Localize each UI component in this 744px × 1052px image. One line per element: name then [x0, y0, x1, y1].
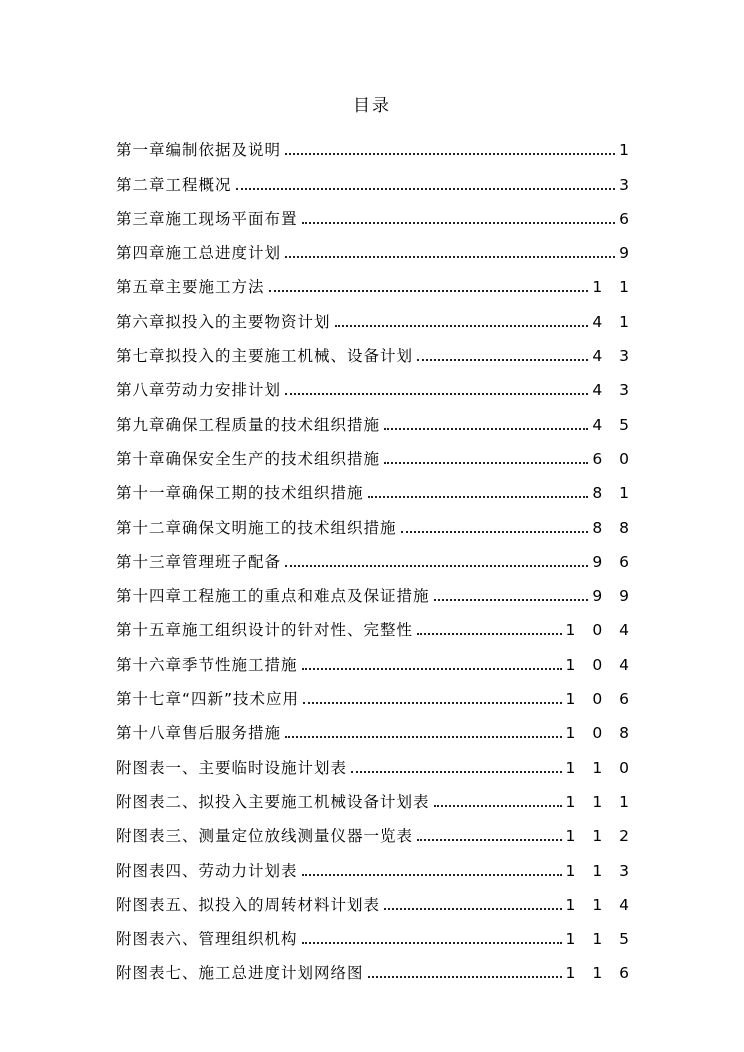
dot-leader — [303, 702, 561, 704]
toc-entry[interactable] — [116, 334, 635, 368]
toc-entry-label: 第三章施工现场平面布置 — [116, 209, 298, 228]
toc-entry-label: 第十六章季节性施工措施 — [116, 655, 298, 674]
dot-leader — [434, 599, 589, 601]
toc-entry-page: 1 0 8 — [565, 724, 635, 743]
toc-entry[interactable] — [116, 128, 635, 162]
toc-entry-page: 1 1 — [592, 278, 635, 297]
table-of-contents — [116, 128, 635, 985]
toc-entry-page: 1 0 6 — [565, 690, 635, 709]
toc-entry-page: 9 9 — [592, 587, 635, 606]
toc-entry[interactable] — [116, 402, 635, 436]
toc-entry-page: 4 5 — [592, 415, 635, 434]
toc-entry-label: 附图表四、劳动力计划表 — [116, 861, 298, 880]
toc-entry[interactable] — [116, 265, 635, 299]
toc-entry[interactable] — [116, 505, 635, 539]
dot-leader — [384, 908, 562, 910]
dot-leader — [368, 496, 589, 498]
toc-entry-label: 第二章工程概况 — [116, 175, 232, 194]
toc-entry-label: 第七章拟投入的主要施工机械、设备计划 — [116, 347, 414, 366]
toc-entry[interactable] — [116, 745, 635, 779]
toc-entry[interactable] — [116, 471, 635, 505]
dot-leader — [417, 839, 562, 841]
dot-leader — [434, 805, 562, 807]
toc-entry[interactable] — [116, 711, 635, 745]
toc-entry[interactable] — [116, 848, 635, 882]
dot-leader — [285, 393, 588, 395]
toc-entry-page: 1 1 3 — [565, 861, 635, 880]
toc-entry-page: 1 1 0 — [565, 758, 635, 777]
toc-entry[interactable] — [116, 540, 635, 574]
toc-entry-page: 1 0 4 — [565, 621, 635, 640]
dot-leader — [285, 736, 562, 738]
dot-leader — [368, 976, 562, 978]
toc-entry[interactable] — [116, 574, 635, 608]
toc-entry[interactable] — [116, 437, 635, 471]
toc-entry-label: 第八章劳动力安排计划 — [116, 381, 282, 400]
toc-entry[interactable] — [116, 951, 635, 985]
dot-leader — [285, 256, 615, 258]
toc-entry-label: 第十四章工程施工的重点和难点及保证措施 — [116, 587, 430, 606]
dot-leader — [335, 325, 589, 327]
toc-entry[interactable] — [116, 677, 635, 711]
toc-entry[interactable] — [116, 642, 635, 676]
toc-entry[interactable] — [116, 883, 635, 917]
toc-entry-label: 第十一章确保工期的技术组织措施 — [116, 484, 364, 503]
dot-leader — [401, 531, 589, 533]
dot-leader — [302, 942, 562, 944]
dot-leader — [302, 668, 562, 670]
dot-leader — [417, 633, 562, 635]
toc-entry-label: 附图表五、拟投入的周转材料计划表 — [116, 895, 381, 914]
toc-entry-label: 第十八章售后服务措施 — [116, 724, 282, 743]
toc-entry[interactable] — [116, 162, 635, 196]
dot-leader — [417, 359, 588, 361]
toc-entry[interactable] — [116, 299, 635, 333]
toc-entry-page: 1 1 1 — [565, 792, 635, 811]
dot-leader — [384, 462, 588, 464]
toc-entry-page: 9 6 — [592, 552, 635, 571]
toc-entry[interactable] — [116, 231, 635, 265]
toc-entry-label: 附图表六、管理组织机构 — [116, 930, 298, 949]
dot-leader — [384, 428, 588, 430]
toc-entry-page: 6 0 — [592, 449, 635, 468]
toc-entry-label: 附图表二、拟投入主要施工机械设备计划表 — [116, 792, 430, 811]
toc-entry-page: 1 1 6 — [565, 964, 635, 983]
toc-entry-label: 附图表一、主要临时设施计划表 — [116, 758, 348, 777]
toc-entry-label: 第十七章“四新”技术应用 — [116, 690, 300, 709]
dot-leader — [302, 874, 562, 876]
toc-entry[interactable] — [116, 917, 635, 951]
dot-leader — [269, 290, 589, 292]
toc-entry-label: 第十二章确保文明施工的技术组织措施 — [116, 518, 397, 537]
toc-entry-label: 附图表三、测量定位放线测量仪器一览表 — [116, 827, 414, 846]
toc-entry-page: 3 — [619, 175, 635, 194]
toc-entry-label: 第五章主要施工方法 — [116, 278, 265, 297]
toc-entry[interactable] — [116, 368, 635, 402]
toc-entry-page: 1 1 2 — [565, 827, 635, 846]
toc-entry-label: 第九章确保工程质量的技术组织措施 — [116, 415, 381, 434]
toc-title: 目录 — [353, 96, 391, 116]
toc-entry-page: 1 0 4 — [565, 655, 635, 674]
toc-entry-label: 第六章拟投入的主要物资计划 — [116, 312, 331, 331]
dot-leader — [302, 222, 616, 224]
toc-entry-label: 附图表七、施工总进度计划网络图 — [116, 964, 364, 983]
toc-entry-page: 6 — [619, 209, 635, 228]
toc-entry-page: 4 3 — [592, 347, 635, 366]
dot-leader — [351, 771, 562, 773]
toc-entry-label: 第十三章管理班子配备 — [116, 552, 282, 571]
toc-entry-page: 4 1 — [592, 312, 635, 331]
toc-entry-page: 8 8 — [592, 518, 635, 537]
toc-entry-label: 第十章确保安全生产的技术组织措施 — [116, 449, 381, 468]
toc-entry-label: 第十五章施工组织设计的针对性、完整性 — [116, 621, 414, 640]
toc-entry[interactable] — [116, 780, 635, 814]
toc-entry[interactable] — [116, 814, 635, 848]
dot-leader — [285, 153, 615, 155]
toc-entry-page: 9 — [619, 244, 635, 263]
toc-entry[interactable] — [116, 197, 635, 231]
toc-entry-page: 8 1 — [592, 484, 635, 503]
dot-leader — [285, 565, 588, 567]
toc-entry-label: 第四章施工总进度计划 — [116, 244, 282, 263]
toc-entry-page: 4 3 — [592, 381, 635, 400]
toc-entry-label: 第一章编制依据及说明 — [116, 141, 282, 160]
toc-entry-page: 1 1 5 — [565, 930, 635, 949]
toc-entry-page: 1 1 4 — [565, 895, 635, 914]
dot-leader — [236, 188, 616, 190]
toc-entry-page: 1 — [619, 141, 635, 160]
toc-entry[interactable] — [116, 608, 635, 642]
